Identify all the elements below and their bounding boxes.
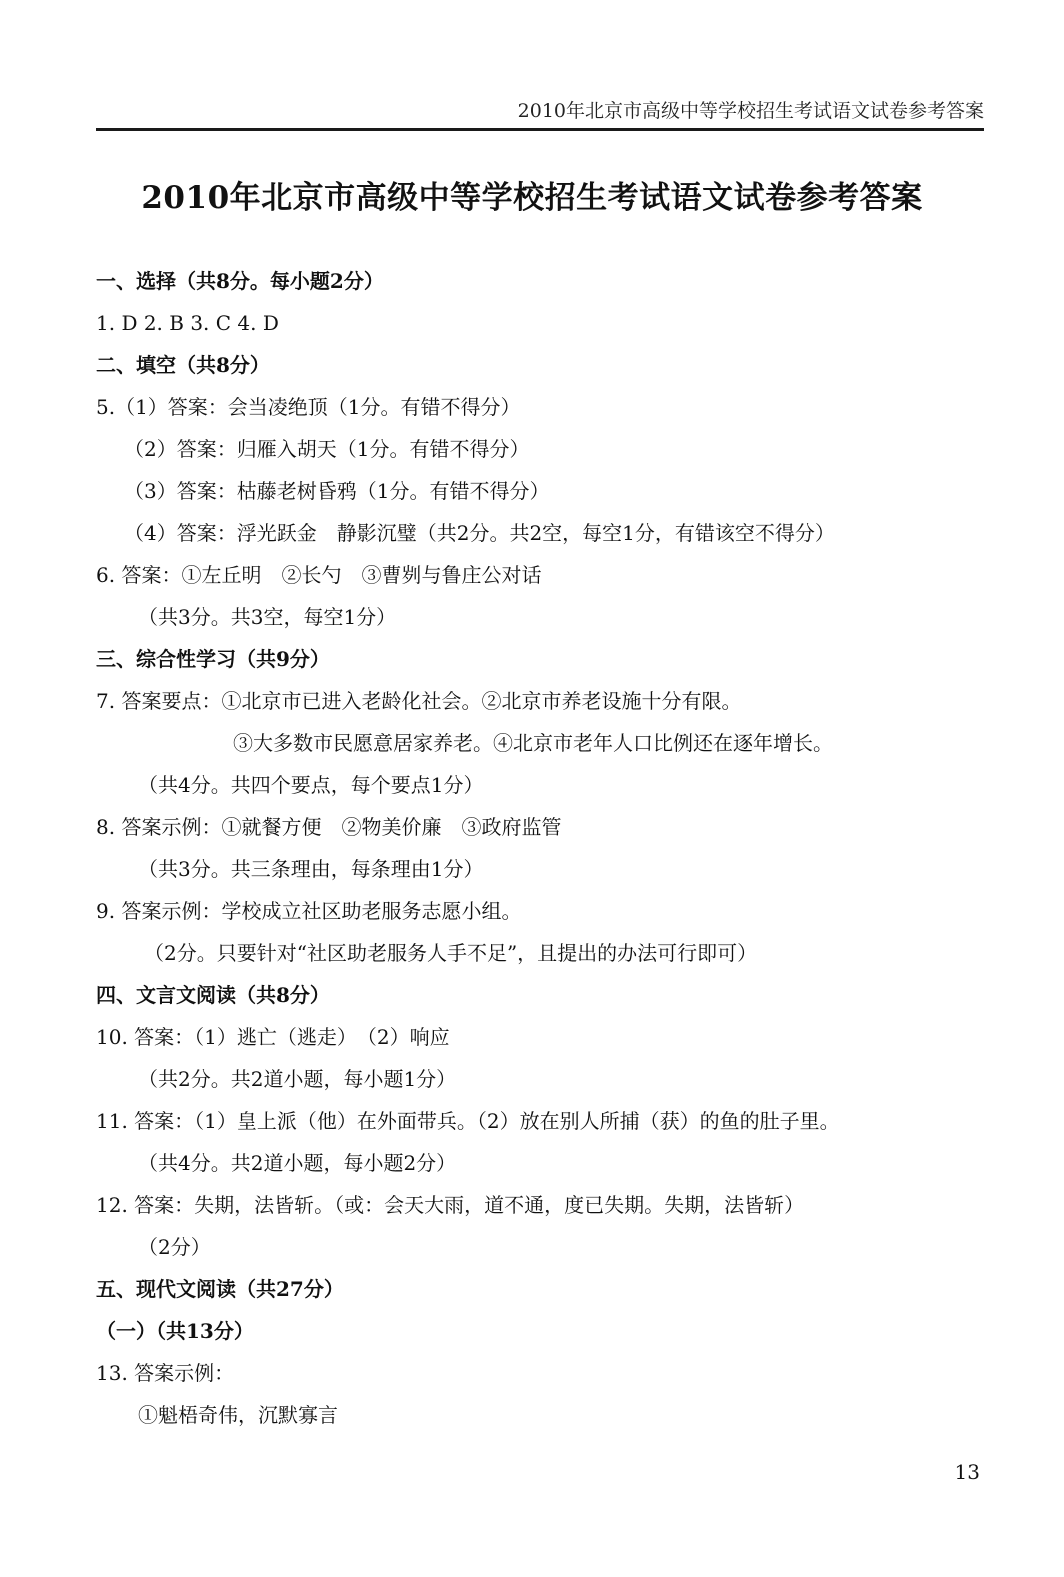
score-note: （2分） (138, 1235, 211, 1259)
answer-line: 10. 答案：（1）逃亡（逃走） （2）响应 (96, 1025, 450, 1049)
score-note: （共2分。共2道小题，每小题1分） (138, 1067, 457, 1091)
subsection-heading: （一）（共13分） (96, 1319, 254, 1343)
answer-line: ①魁梧奇伟，沉默寡言 (138, 1403, 338, 1427)
section-heading: 五、现代文阅读（共27分） (96, 1277, 344, 1301)
answer-list (96, 260, 996, 1436)
answer-line: 1. D 2. B 3. C 4. D (96, 311, 279, 335)
answer-line: 13. 答案示例： (96, 1361, 235, 1385)
answer-line: （4）答案：浮光跃金 静影沉璧（共2分。共2空，每空1分，有错该空不得分） (124, 521, 835, 545)
answer-line: 5.（1）答案：会当凌绝顶（1分。有错不得分） (96, 395, 521, 419)
answer-line: 11. 答案：（1）皇上派（他）在外面带兵。（2）放在别人所捕（获）的鱼的肚子里。 (96, 1109, 840, 1133)
answer-line: （2）答案：归雁入胡天（1分。有错不得分） (124, 437, 530, 461)
header-divider (96, 128, 984, 131)
section-heading: 二、填空（共8分） (96, 353, 270, 377)
answer-line: 12. 答案：失期，法皆斩。（或：会天大雨，道不通，度已失期。失期，法皆斩） (96, 1193, 805, 1217)
score-note: （2分。只要针对“社区助老服务人手不足”，且提出的办法可行即可） (144, 941, 758, 965)
running-header-title: 2010年北京市高级中等学校招生考试语文试卷参考答案 (517, 100, 984, 122)
document-title: 2010年北京市高级中等学校招生考试语文试卷参考答案 (141, 180, 923, 216)
page-number: 13 (954, 1460, 980, 1484)
section-heading: 三、综合性学习（共9分） (96, 647, 330, 671)
answer-line: （3）答案：枯藤老树昏鸦（1分。有错不得分） (124, 479, 550, 503)
section-heading: 四、文言文阅读（共8分） (96, 983, 330, 1007)
answer-line: 6. 答案：①左丘明 ②长勺 ③曹刿与鲁庄公对话 (96, 563, 542, 587)
score-note: （共4分。共2道小题，每小题2分） (138, 1151, 457, 1175)
score-note: （共3分。共3空，每空1分） (138, 605, 397, 629)
answer-line: 7. 答案要点：①北京市已进入老龄化社会。②北京市养老设施十分有限。 (96, 689, 742, 713)
section-heading: 一、选择（共8分。每小题2分） (96, 269, 384, 293)
score-note: （共3分。共三条理由，每条理由1分） (138, 857, 484, 881)
answer-line: ③大多数市民愿意居家养老。④北京市老年人口比例还在逐年增长。 (233, 731, 833, 755)
score-note: （共4分。共四个要点，每个要点1分） (138, 773, 484, 797)
answer-line: 9. 答案示例：学校成立社区助老服务志愿小组。 (96, 899, 522, 923)
answer-line: 8. 答案示例：①就餐方便 ②物美价廉 ③政府监管 (96, 815, 562, 839)
